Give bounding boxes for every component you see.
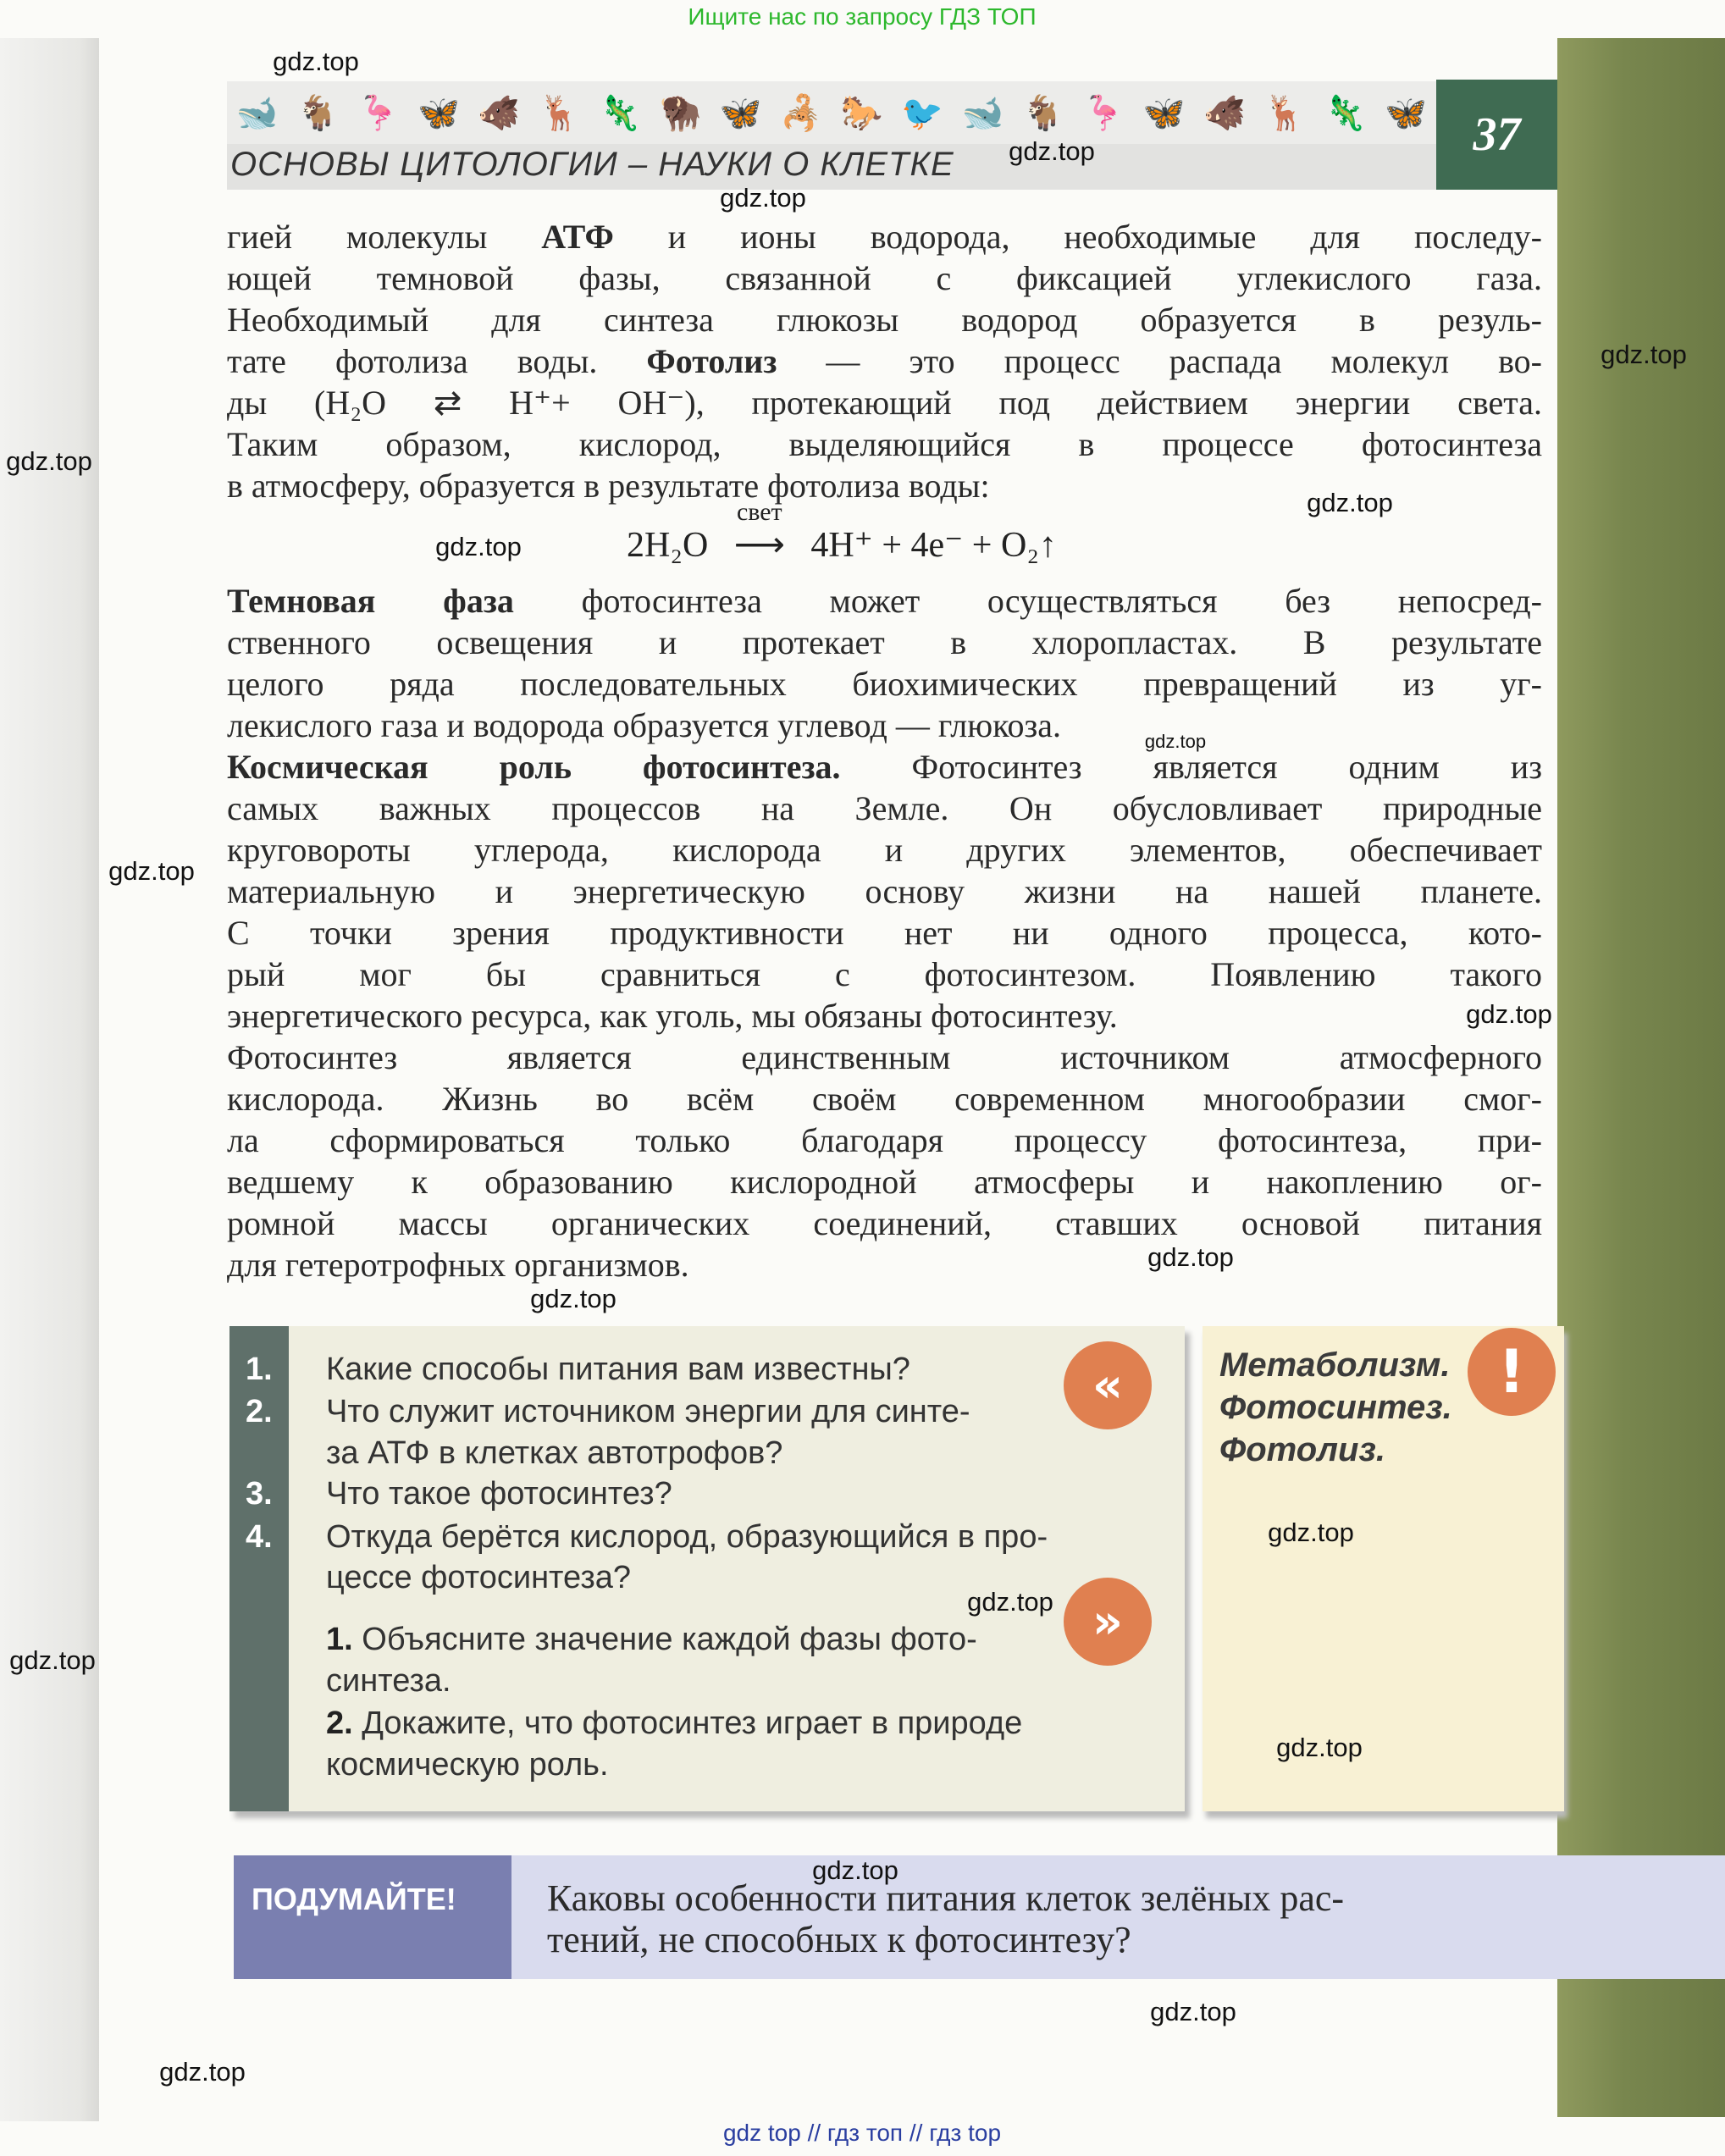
text-run: — это процесс распада молекул во- xyxy=(777,342,1542,380)
watermark: gdz.top xyxy=(1144,731,1207,752)
key-term: Метаболизм. xyxy=(1219,1346,1451,1384)
body-line xyxy=(227,622,1542,663)
watermark: gdz.top xyxy=(9,1645,96,1675)
question-number: 2. xyxy=(246,1394,273,1429)
text-run: ющей темновой фазы, связанной с фиксацией углекислого газа. xyxy=(227,259,1542,297)
body-line xyxy=(227,995,1542,1037)
task-number: 1. xyxy=(326,1622,353,1657)
watermark: gdz.top xyxy=(1601,340,1687,369)
task-line xyxy=(326,1663,451,1700)
watermark: gdz.top xyxy=(108,856,195,886)
question-text: Что служит источником энергии для синте- xyxy=(326,1394,970,1429)
text-run: фотосинтеза может осуществляться без непосред- xyxy=(513,582,1543,620)
body-line xyxy=(227,580,1542,622)
watermark: gdz.top xyxy=(720,183,806,213)
text-run: Фотосинтез является единственным источником атмосферного xyxy=(227,1038,1542,1076)
body-line xyxy=(227,1244,1542,1285)
text-run: целого ряда последовательных биохимических превращений из уг- xyxy=(227,665,1542,703)
arrow-label: свет xyxy=(736,498,782,526)
think-question-line: Каковы особенности питания клеток зелёных рас- xyxy=(547,1877,1345,1919)
question-number: 3. xyxy=(246,1476,273,1512)
fast-forward-icon: » xyxy=(1064,1578,1152,1666)
task-line xyxy=(326,1622,977,1658)
text-run: рый мог бы сравниться с фотосинтезом. Появлению такого xyxy=(227,955,1542,993)
bold-term: Фотолиз xyxy=(646,342,777,380)
reaction-arrow: ⟶ свет xyxy=(717,523,802,566)
text-run: энергетического ресурса, как уголь, мы обязаны фотосинтезу. xyxy=(227,997,1118,1035)
text-run: тате фотолиза воды. xyxy=(227,342,647,380)
watermark: gdz.top xyxy=(159,2057,246,2087)
task-text: Объясните значение каждой фазы фото- xyxy=(362,1622,977,1657)
body-line xyxy=(227,1161,1542,1202)
watermark: gdz.top xyxy=(1147,1242,1234,1272)
task-text: космическую роль. xyxy=(326,1747,609,1783)
task-number: 2. xyxy=(326,1705,353,1741)
text-run: ла сформироваться только благодаря процессу фотосинтеза, при- xyxy=(227,1121,1542,1159)
bold-term: Космическая роль фотосинтеза. xyxy=(227,748,841,786)
body-line xyxy=(227,1202,1542,1244)
body-line xyxy=(227,1037,1542,1078)
body-line xyxy=(227,257,1542,299)
text-run: самых важных процессов на Земле. Он обусловливает природные xyxy=(227,789,1542,827)
question-text: Какие способы питания вам известны? xyxy=(326,1352,910,1387)
task-line xyxy=(326,1705,1022,1742)
body-line xyxy=(227,829,1542,871)
text-run: материальную и энергетическую основу жизни на нашей планете. xyxy=(227,872,1542,910)
body-line xyxy=(227,423,1542,465)
text-run: ведшему к образованию кислородной атмосферы и накоплению ог- xyxy=(227,1163,1542,1201)
photolysis-equation xyxy=(627,498,1057,566)
text-run: и ионы водорода, необходимые для последу- xyxy=(613,218,1542,256)
watermark: gdz.top xyxy=(273,47,359,76)
body-line xyxy=(227,1119,1542,1161)
text-run: кислорода. Жизнь во всём своём современном многообразии смог- xyxy=(227,1080,1542,1118)
text-run: в атмосферу, образуется в результате фотолиза воды: xyxy=(227,467,990,505)
text-run: ственного освещения и протекает в хлоропластах. В результате xyxy=(227,623,1542,661)
text-run: ды (H₂O ⇄ H⁺+ OH⁻), протекающий под действием энергии света. xyxy=(227,384,1542,422)
chapter-header xyxy=(227,81,1436,190)
watermark: gdz.top xyxy=(6,446,92,476)
body-line xyxy=(227,299,1542,340)
key-term: Фотосинтез. xyxy=(1219,1389,1452,1426)
equation-right: 4H⁺ + 4e⁻ + O₂↑ xyxy=(810,526,1057,565)
task-line xyxy=(326,1747,609,1783)
text-run: круговороты углерода, кислорода и других элементов, обеспечивает xyxy=(227,831,1542,869)
body-line xyxy=(227,340,1542,382)
body-line xyxy=(227,216,1542,257)
body-line xyxy=(227,746,1542,788)
equation-left: 2H₂O xyxy=(627,526,709,565)
think-label-bg xyxy=(234,1855,511,1979)
body-line xyxy=(227,912,1542,954)
text-run: ромной массы органических соединений, ставших основой питания xyxy=(227,1204,1542,1242)
page-gutter xyxy=(0,38,99,2121)
question-text: за АТФ в клетках автотрофов? xyxy=(326,1435,783,1471)
body-line xyxy=(227,663,1542,705)
rewind-icon: « xyxy=(1064,1341,1152,1429)
watermark: gdz.top xyxy=(1150,1997,1236,2026)
watermark: gdz.top xyxy=(530,1284,616,1313)
question-text: цессе фотосинтеза? xyxy=(326,1560,632,1595)
think-question-line: тений, не способных к фотосинтезу? xyxy=(547,1919,1131,1960)
animal-silhouettes-decoration: 🐋 🐐 🦩 🦋 🐗 🦌 🦎 🦬 🦋 🦂 🐎 🐦 🐋 🐐 🦩 🦋 🐗 🦌 🦎 🦋 xyxy=(227,81,1436,144)
body-line xyxy=(227,1078,1542,1119)
text-run: С точки зрения продуктивности нет ни одного процесса, кото- xyxy=(227,914,1542,952)
task-text: синтеза. xyxy=(326,1663,451,1699)
body-line xyxy=(227,871,1542,912)
text-run: гией молекулы xyxy=(227,218,542,256)
watermark: gdz.top xyxy=(1307,488,1393,517)
task-text: Докажите, что фотосинтез играет в природе xyxy=(362,1705,1023,1741)
watermark: gdz.top xyxy=(812,1855,898,1885)
question-text: Что такое фотосинтез? xyxy=(326,1476,672,1512)
chapter-title: ОСНОВЫ ЦИТОЛОГИИ – НАУКИ О КЛЕТКЕ xyxy=(230,146,954,183)
watermark: gdz.top xyxy=(1009,136,1095,166)
top-note: Ищите нас по запросу ГДЗ ТОП xyxy=(688,3,1037,30)
page-number: 37 xyxy=(1436,80,1557,190)
watermark: gdz.top xyxy=(435,532,522,561)
bottom-note: gdz top // гдз топ // гдз top xyxy=(722,2120,1002,2146)
question-text: Откуда берётся кислород, образующийся в про- xyxy=(326,1519,1048,1555)
text-run: лекислого газа и водорода образуется углевод — глюкоза. xyxy=(227,706,1062,744)
watermark: gdz.top xyxy=(1268,1517,1354,1547)
body-line xyxy=(227,705,1542,746)
question-number: 1. xyxy=(246,1352,273,1387)
watermark: gdz.top xyxy=(967,1587,1053,1617)
watermark: gdz.top xyxy=(1276,1733,1363,1762)
exclamation-icon: ! xyxy=(1468,1328,1556,1416)
think-label: ПОДУМАЙТЕ! xyxy=(252,1882,456,1916)
bold-term: АТФ xyxy=(541,218,614,256)
text-run: Фотосинтез является одним из xyxy=(840,748,1543,786)
body-line xyxy=(227,788,1542,829)
text-run: Необходимый для синтеза глюкозы водород образуется в резуль- xyxy=(227,301,1542,339)
text-run: для гетеротрофных организмов. xyxy=(227,1246,689,1284)
body-line xyxy=(227,954,1542,995)
text-run: Таким образом, кислород, выделяющийся в процессе фотосинтеза xyxy=(227,425,1542,463)
watermark: gdz.top xyxy=(1466,999,1552,1029)
key-term: Фотолиз. xyxy=(1219,1431,1385,1468)
body-line xyxy=(227,382,1542,423)
bold-term: Темновая фаза xyxy=(227,582,514,620)
question-number: 4. xyxy=(246,1519,273,1555)
